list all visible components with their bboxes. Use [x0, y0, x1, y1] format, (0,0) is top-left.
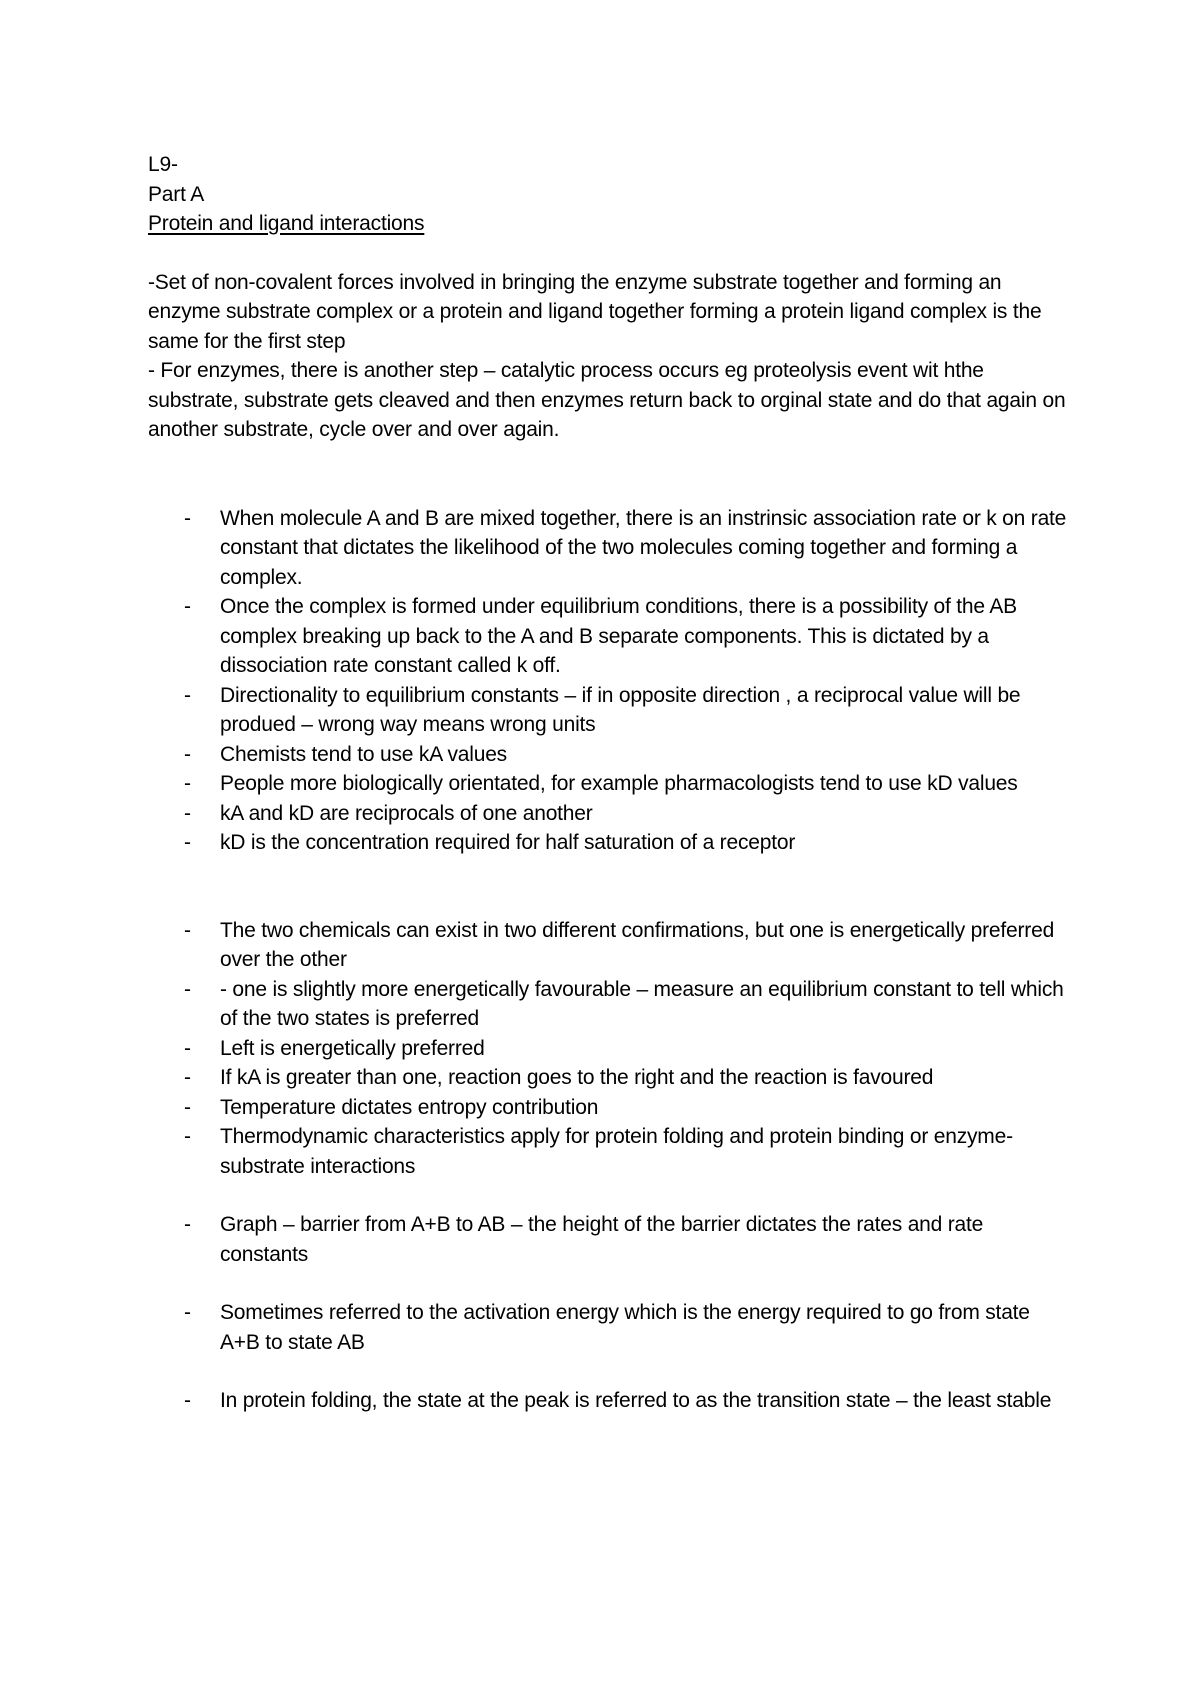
bullet-dash: -: [184, 918, 191, 942]
list-item: [148, 1210, 1068, 1269]
bullet-list-3: [148, 1210, 1068, 1416]
list-item-text: kD is the concentration required for half saturation of a receptor: [220, 831, 796, 854]
intro-paragraph-1: -Set of non-covalent forces involved in bringing the enzyme substrate together and forming an enzyme substrate complex or a protein and ligand together forming a protein ligand complex is the same for the first step: [148, 270, 1042, 353]
list-item-text: When molecule A and B are mixed together, there is an instrinsic association rate or k on rate constant that dictates the likelihood of the two molecules coming together and forming a complex.: [220, 506, 1067, 589]
list-item-text: Left is energetically preferred: [220, 1036, 485, 1060]
list-item: [148, 1386, 1068, 1416]
lecture-number: L9-: [148, 153, 178, 176]
list-item: [148, 975, 1068, 1034]
list-item-text: Thermodynamic characteristics apply for protein folding and protein binding or enzyme-substrate interactions: [220, 1125, 1013, 1178]
bullet-dash: -: [184, 1389, 191, 1412]
intro-paragraph-2: - For enzymes, there is another step – catalytic process occurs eg proteolysis event wit hthe substrate, substrate gets cleaved and then enzymes return back to orginal state and do that again on another substrate, cycle over and over again.: [148, 359, 1066, 441]
bullet-dash: -: [184, 595, 191, 618]
list-item: [148, 1034, 1068, 1064]
bullet-list-1: [148, 504, 1068, 858]
bullet-dash: -: [184, 1213, 191, 1236]
list-item: [148, 799, 1068, 829]
spacer: [148, 1269, 1068, 1298]
list-item-text: In protein folding, the state at the peak is referred to as the transition state – the least stable: [220, 1389, 1052, 1412]
spacer: [148, 445, 1068, 504]
list-item-text: Once the complex is formed under equilibrium conditions, there is a possibility of the AB complex breaking up back to the A and B separate components. This is dictated by a dissociation rate constant called k off.: [220, 595, 1017, 677]
bullet-dash: -: [184, 742, 191, 766]
bullet-dash: -: [184, 1066, 191, 1089]
bullet-dash: -: [184, 977, 191, 1001]
list-item: [148, 1093, 1068, 1123]
bullet-list-2: [148, 916, 1068, 1182]
list-item-text: - one is slightly more energetically favourable – measure an equilibrium constant to tell which of the two states is preferred: [220, 977, 1064, 1030]
bullet-dash: -: [184, 1301, 191, 1324]
spacer: [148, 1181, 1068, 1210]
list-item: [148, 592, 1068, 681]
list-item-text: People more biologically orientated, for example pharmacologists tend to use kD values: [220, 772, 1018, 795]
list-item: [148, 1063, 1068, 1093]
list-item-text: Directionality to equilibrium constants – if in opposite direction , a reciprocal value will be produed – wrong way means wrong units: [220, 683, 1021, 736]
bullet-dash: -: [184, 801, 191, 825]
list-item: [148, 769, 1068, 799]
list-item: [148, 916, 1068, 975]
part-label: Part A: [148, 182, 204, 206]
bullet-dash: -: [184, 683, 191, 707]
list-item: [148, 1298, 1068, 1357]
list-item-text: Graph – barrier from A+B to AB – the height of the barrier dictates the rates and rate constants: [220, 1213, 984, 1266]
list-item-text: Chemists tend to use kA values: [220, 742, 507, 766]
list-item-text: kA and kD are reciprocals of one another: [220, 801, 593, 825]
bullet-dash: -: [184, 1095, 191, 1119]
list-item-text: Sometimes referred to the activation energy which is the energy required to go from state A+B to state AB: [220, 1301, 1030, 1354]
bullet-dash: -: [184, 1125, 191, 1148]
bullet-dash: -: [184, 1036, 191, 1060]
spacer: [148, 239, 1068, 268]
list-item-text: The two chemicals can exist in two different confirmations, but one is energetically preferred over the other: [220, 918, 1055, 971]
list-item: [148, 828, 1068, 858]
document-body: [148, 150, 1068, 1416]
section-heading: Protein and ligand interactions: [148, 212, 425, 235]
list-item-text: Temperature dictates entropy contribution: [220, 1095, 599, 1119]
list-item: [148, 504, 1068, 593]
spacer: [148, 858, 1068, 916]
spacer: [148, 1357, 1068, 1386]
bullet-dash: -: [184, 506, 191, 530]
list-item: [148, 681, 1068, 740]
list-item: [148, 1122, 1068, 1181]
bullet-dash: -: [184, 831, 191, 854]
bullet-dash: -: [184, 772, 191, 795]
list-item: [148, 740, 1068, 770]
list-item-text: If kA is greater than one, reaction goes to the right and the reaction is favoured: [220, 1066, 934, 1089]
